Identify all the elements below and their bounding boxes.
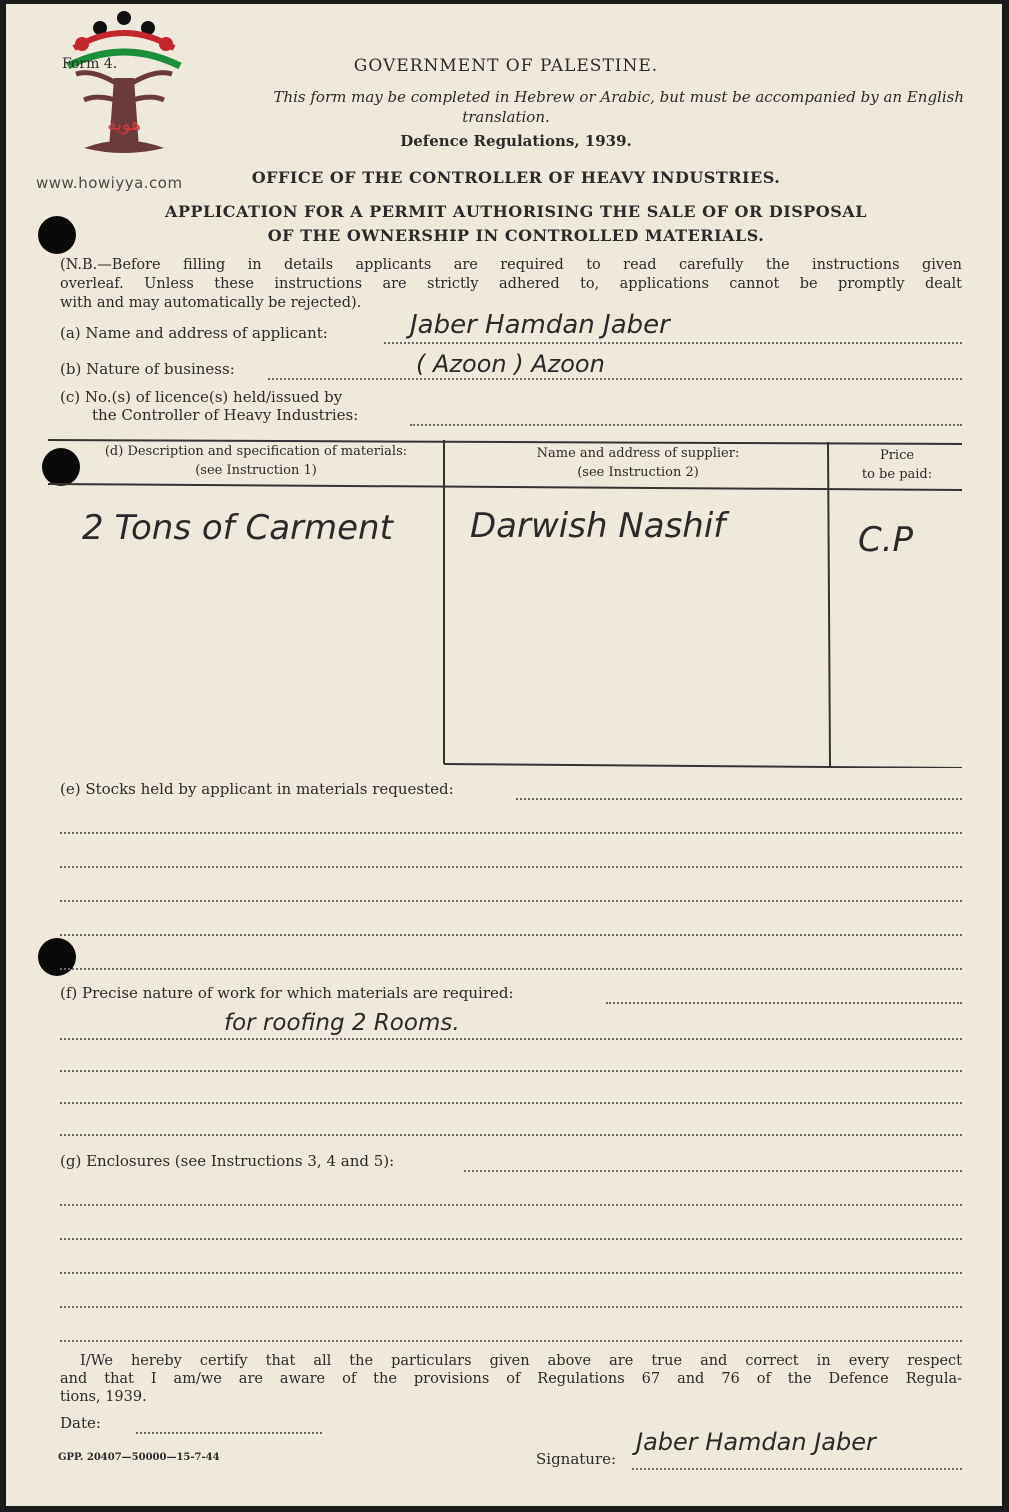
application-title-2: OF THE OWNERSHIP IN CONTROLLED MATERIALS. (267, 226, 765, 245)
watermark: www.howiyya.com (36, 174, 183, 192)
table-header-price (832, 446, 962, 484)
punch-hole (38, 216, 76, 254)
table-header-price-note: to be paid: (861, 467, 933, 482)
print-code: GPP. 20407—50000—15-7-44 (58, 1452, 220, 1463)
form-page (6, 4, 1002, 1506)
price-value: C.P (858, 520, 914, 560)
material-description: 2 Tons of Carment (82, 508, 393, 548)
applicant-name-value: Jaber Hamdan Jaber (410, 310, 670, 340)
nb-line: with and may automatically be rejected). (60, 295, 362, 311)
table-header-description-text: (d) Description and specification of materials: (104, 444, 408, 459)
enclosures-label: (g) Enclosures (see Instructions 3, 4 and 5): (60, 1152, 395, 1170)
table-header-supplier-text: Name and address of supplier: (536, 446, 740, 461)
punch-hole (38, 938, 76, 976)
table-header-description-note: (see Instruction 1) (195, 463, 317, 478)
office-heading: OFFICE OF THE CONTROLLER OF HEAVY INDUSTRIES. (251, 168, 781, 187)
form-number: Form 4. (62, 56, 118, 72)
table-header-description (66, 442, 446, 480)
language-note-2: translation. (462, 108, 550, 126)
cert-line: tions, 1939. (60, 1389, 147, 1405)
svg-text:هوية: هوية (107, 114, 141, 135)
applicant-name-label: (a) Name and address of applicant: (60, 324, 328, 342)
signature-label: Signature: (536, 1450, 617, 1468)
date-label: Date: (60, 1414, 101, 1432)
business-nature-label: (b) Nature of business: (60, 360, 235, 378)
table-header-price-text: Price (879, 448, 915, 463)
signature-value: Jaber Hamdan Jaber (636, 1428, 876, 1456)
table-header-supplier (446, 444, 830, 482)
stocks-label: (e) Stocks held by applicant in materials requested: (60, 780, 454, 798)
work-nature-value: for roofing 2 Rooms. (224, 1010, 460, 1036)
application-title: APPLICATION FOR A PERMIT AUTHORISING THE SALE OF OR DISPOSAL (165, 202, 867, 221)
nb-text (60, 256, 962, 313)
nb-line: (N.B.—Before filling in details applicants are required to read carefully the instructions given (60, 257, 962, 273)
language-note: This form may be completed in Hebrew or Arabic, but must be accompanied by an English (273, 88, 964, 106)
work-nature-label: (f) Precise nature of work for which materials are required: (60, 984, 514, 1002)
regulations-line: Defence Regulations, 1939. (400, 132, 632, 150)
supplier-name: Darwish Nashif (470, 506, 726, 546)
table-header-supplier-note: (see Instruction 2) (577, 465, 699, 480)
licence-label: (c) No.(s) of licence(s) held/issued by (60, 388, 343, 406)
licence-label-2: the Controller of Heavy Industries: (92, 406, 359, 424)
materials-table-frame (48, 438, 962, 768)
nb-line: overleaf. Unless these instructions are strictly adhered to, applications cannot be promptly dealt (60, 276, 962, 292)
cert-line: and that I am/we are aware of the provisions of Regulations 67 and 76 of the Defence Regula- (60, 1371, 962, 1387)
business-nature-value: ( Azoon ) Azoon (416, 350, 605, 378)
cert-line: I/We hereby certify that all the particulars given above are true and correct in every respect (80, 1353, 962, 1369)
certification-text (60, 1352, 962, 1406)
government-heading: GOVERNMENT OF PALESTINE. (353, 56, 659, 76)
